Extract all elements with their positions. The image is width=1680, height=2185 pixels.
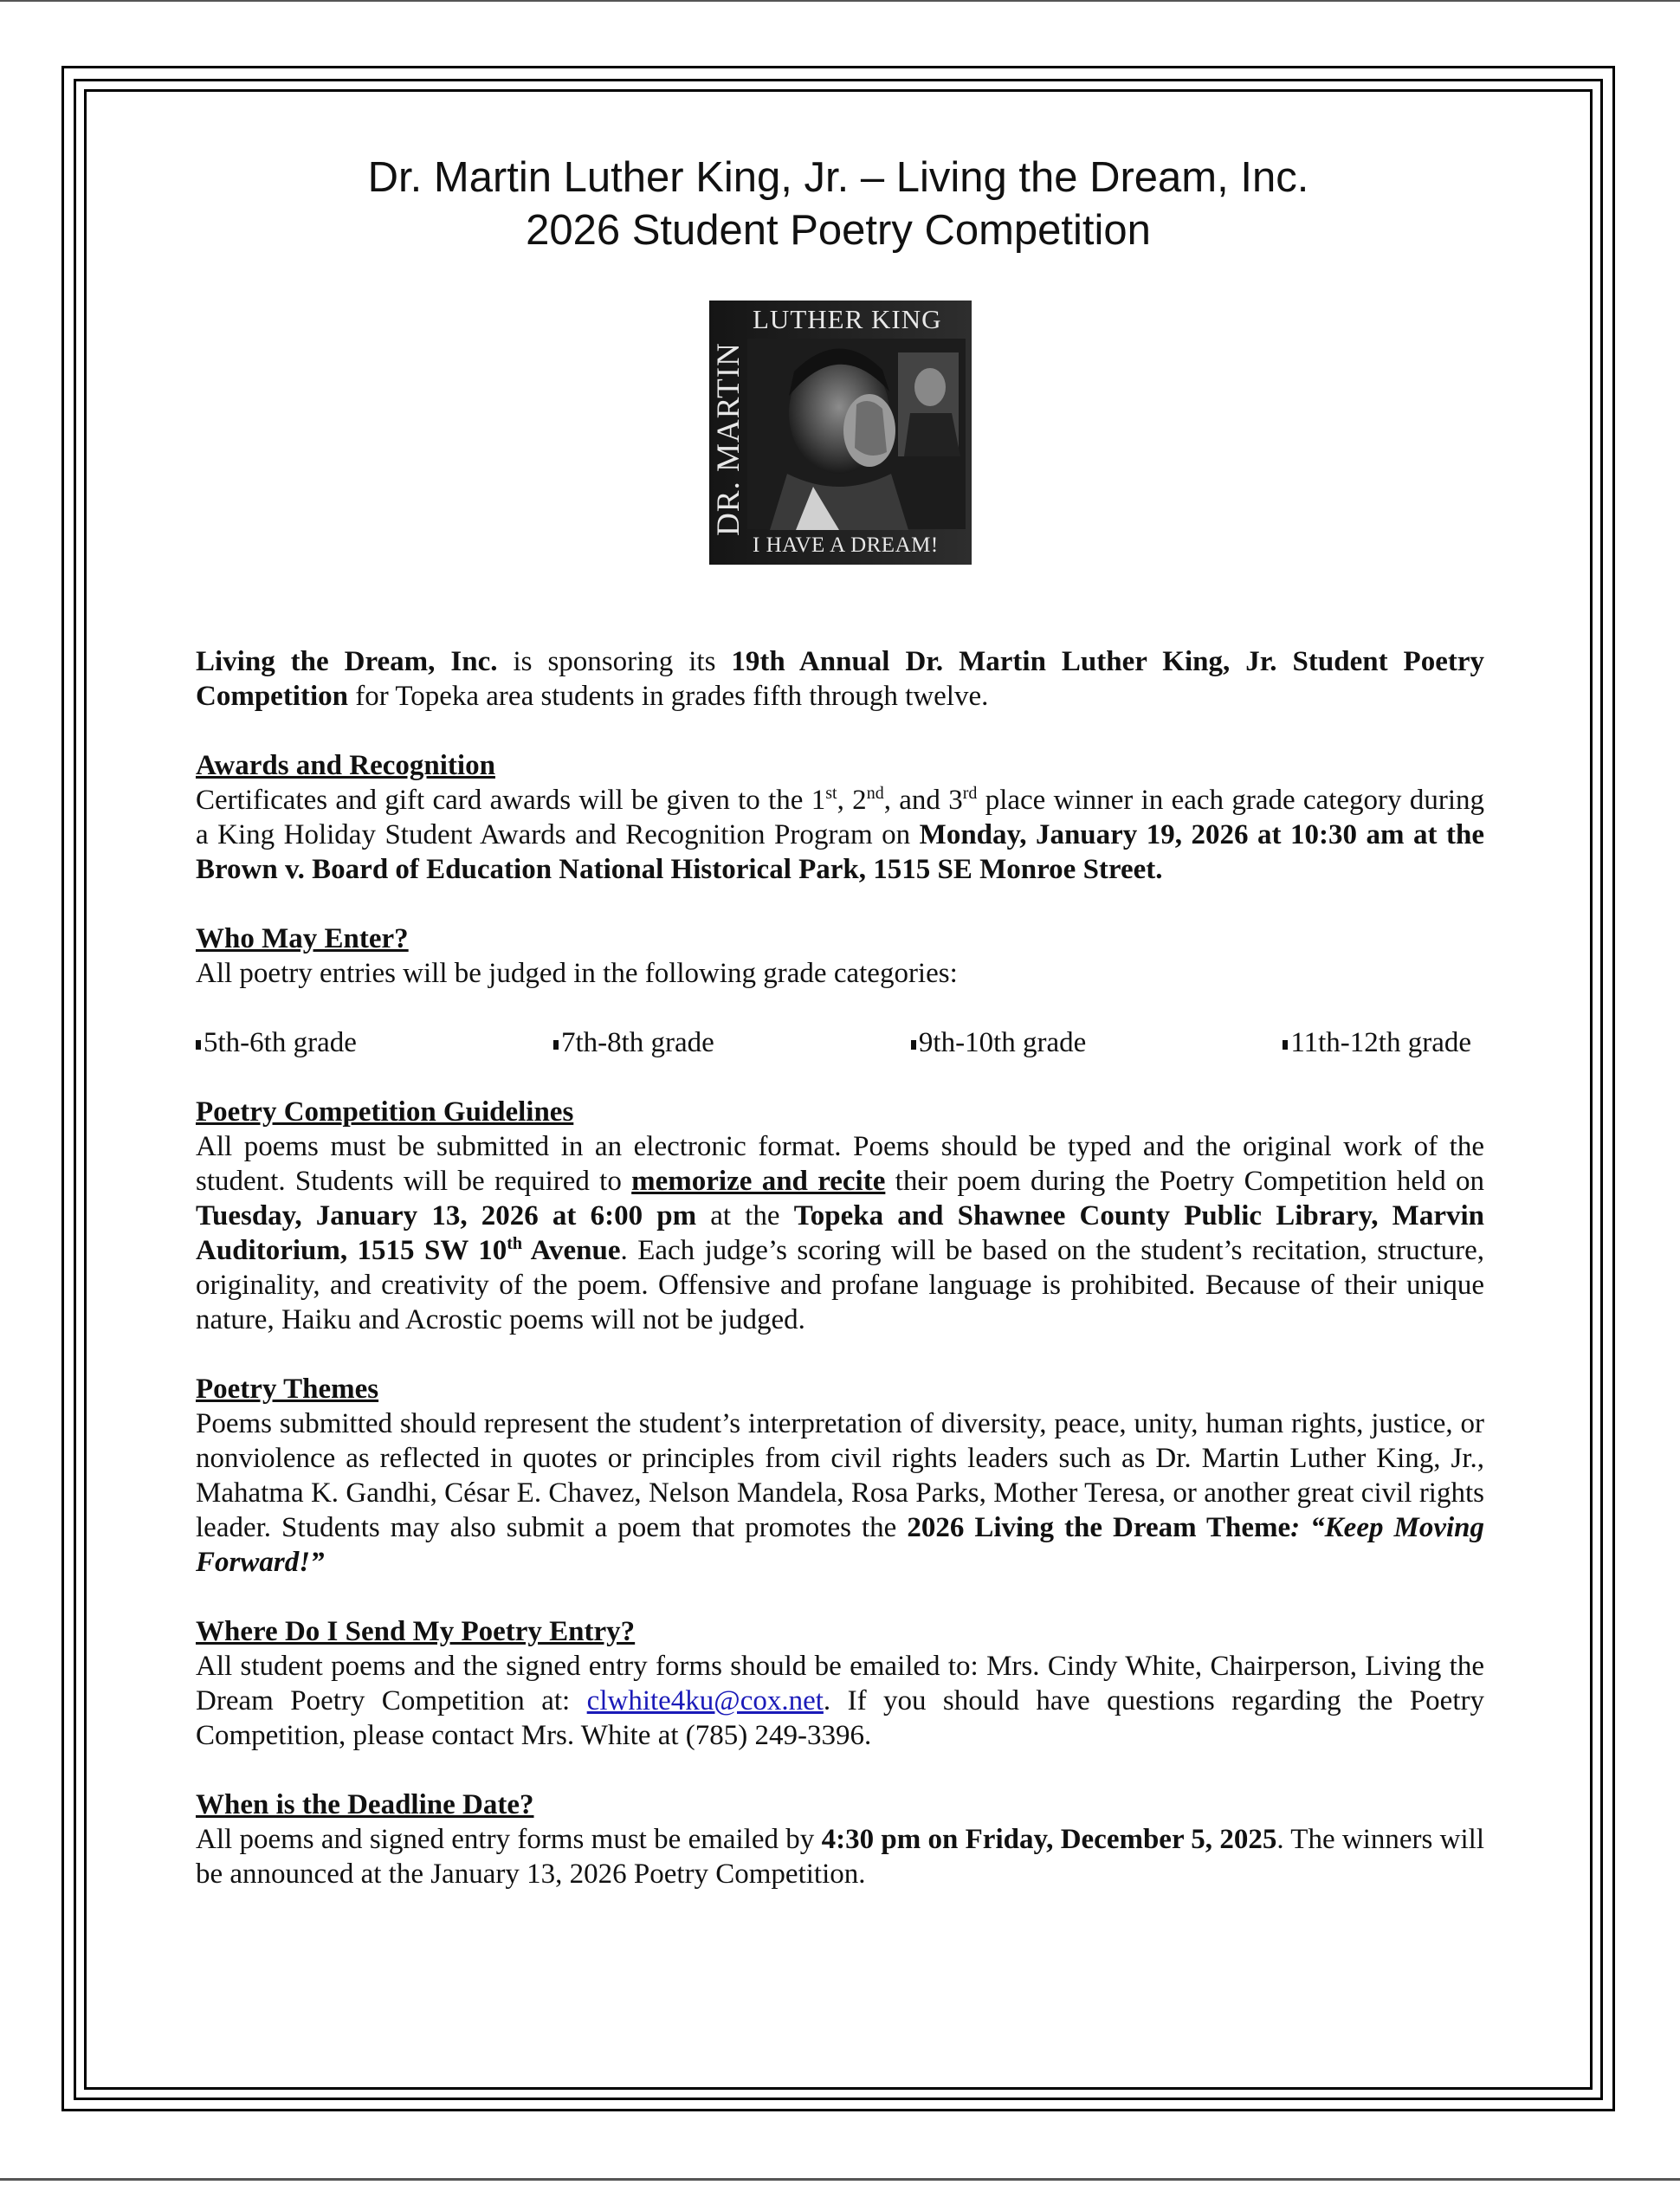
grade-label: 7th-8th grade [560, 1027, 714, 1058]
guidelines-text: . Each judge’s scoring will be based on the student’s recitation, structure, originality, and creativity of the poem. Offensive and profane language is prohibited. Because of their unique nature, Haiku and Acrostic poems will not be judged. [196, 1235, 1484, 1335]
theme-quote: : “Keep Moving Forward!” [196, 1512, 1484, 1578]
grade-label: 9th-10th grade [918, 1027, 1087, 1058]
bullet-icon [911, 1040, 916, 1050]
photo-bottom-caption: I HAVE A DREAM! [753, 533, 939, 557]
themes-text: Poems submitted should represent the student’s interpretation of diversity, peace, unity, human rights, justice, or nonviolence as reflected in quotes or principles from civil rights leaders such as Dr. Martin Luther King, Jr., Mahatma K. Gandhi, César E. Chavez, Nelson Mandela, Rosa Parks, Mother Teresa, or another great civil rights leader. Students may also submit a poem that promotes the [196, 1408, 1484, 1543]
guidelines-text: their poem during the Poetry Competition held on [885, 1166, 1484, 1197]
intro-text-end: for Topeka area students in grades fifth through twelve. [348, 681, 989, 712]
awards-heading: Awards and Recognition [196, 750, 495, 781]
send-heading: Where Do I Send My Poetry Entry? [196, 1616, 636, 1647]
guidelines-text: All poems must be submitted in an electronic format. Poems should be typed and the original work of the student. Students will be required to [196, 1131, 1484, 1197]
deadline-date: 4:30 pm on Friday, December 5, 2025 [821, 1824, 1277, 1855]
awards-text: , and 3 [883, 785, 963, 816]
bullet-icon [1283, 1040, 1288, 1050]
org-name: Living the Dream, Inc. [196, 646, 498, 677]
themes-heading: Poetry Themes [196, 1374, 379, 1405]
send-text: All student poems and the signed entry forms should be emailed to: Mrs. Cindy White, Chairperson, Living the Dream Poetry Competition at: [196, 1651, 1484, 1716]
send-section [196, 1614, 1484, 1753]
ordinal-sup: nd [866, 784, 884, 803]
deadline-heading: When is the Deadline Date? [196, 1789, 534, 1820]
awards-text: , 2 [837, 785, 867, 816]
photo-top-caption: LUTHER KING [753, 304, 942, 334]
ordinal-sup: th [507, 1234, 523, 1253]
document-title: Dr. Martin Luther King, Jr. – Living the Dream, Inc. [367, 154, 1309, 201]
who-section [196, 921, 1484, 991]
awards-text: place winner in each grade category during a King Holiday Student Awards and Recognition Program on [196, 785, 1484, 850]
grade-category [1283, 1025, 1471, 1060]
page-bottom-edge [0, 2178, 1680, 2181]
intro-text: is sponsoring its [497, 646, 732, 677]
ordinal-sup: rd [962, 784, 978, 803]
guidelines-text: at the [696, 1200, 794, 1231]
bullet-icon [553, 1040, 559, 1050]
mlk-portrait-illustration [709, 301, 972, 565]
awards-text: Certificates and gift card awards will be given to the 1 [196, 785, 826, 816]
location-text: Topeka and Shawnee County Public Library, Marvin Auditorium, 1515 SW 10 [196, 1200, 1484, 1266]
intro-paragraph [196, 644, 1484, 714]
memorize-emphasis: memorize and recite [631, 1166, 886, 1197]
page-top-edge [0, 0, 1680, 2]
document-body [196, 644, 1484, 1891]
grade-label: 5th-6th grade [204, 1027, 357, 1058]
theme-name: 2026 Living the Dream Theme [907, 1512, 1291, 1543]
mlk-photo [709, 301, 972, 565]
deadline-section [196, 1787, 1484, 1891]
send-text: . If you should have questions regarding the Poetry Competition, please contact Mrs. White at (785) 249-3396. [196, 1685, 1484, 1751]
deadline-text: . The winners will be announced at the January 13, 2026 Poetry Competition. [196, 1824, 1484, 1890]
grade-categories [196, 1025, 1484, 1060]
guidelines-section [196, 1095, 1484, 1337]
bullet-icon [196, 1040, 201, 1050]
ordinal-sup: st [825, 784, 837, 803]
event-name: 19th Annual Dr. Martin Luther King, Jr. Student Poetry Competition [196, 646, 1484, 712]
email-link[interactable]: clwhite4ku@cox.net [586, 1685, 824, 1716]
grade-category [911, 1025, 1086, 1060]
photo-side-caption: DR. MARTIN [711, 342, 746, 536]
themes-section [196, 1372, 1484, 1580]
awards-event-details: Monday, January 19, 2026 at 10:30 am at the Brown v. Board of Education National Historical Park, 1515 SE Monroe Street. [196, 819, 1484, 885]
grade-category [553, 1025, 714, 1060]
location-text-end: Avenue [522, 1235, 621, 1266]
deadline-text: All poems and signed entry forms must be emailed by [196, 1824, 822, 1855]
grade-label: 11th-12th grade [1290, 1027, 1471, 1058]
who-heading: Who May Enter? [196, 923, 409, 954]
competition-date: Tuesday, January 13, 2026 at 6:00 pm [196, 1200, 697, 1231]
grade-category [196, 1025, 357, 1060]
guidelines-heading: Poetry Competition Guidelines [196, 1096, 574, 1128]
who-text: All poetry entries will be judged in the following grade categories: [196, 958, 958, 989]
awards-section [196, 748, 1484, 887]
document-subtitle: 2026 Student Poetry Competition [526, 207, 1151, 254]
